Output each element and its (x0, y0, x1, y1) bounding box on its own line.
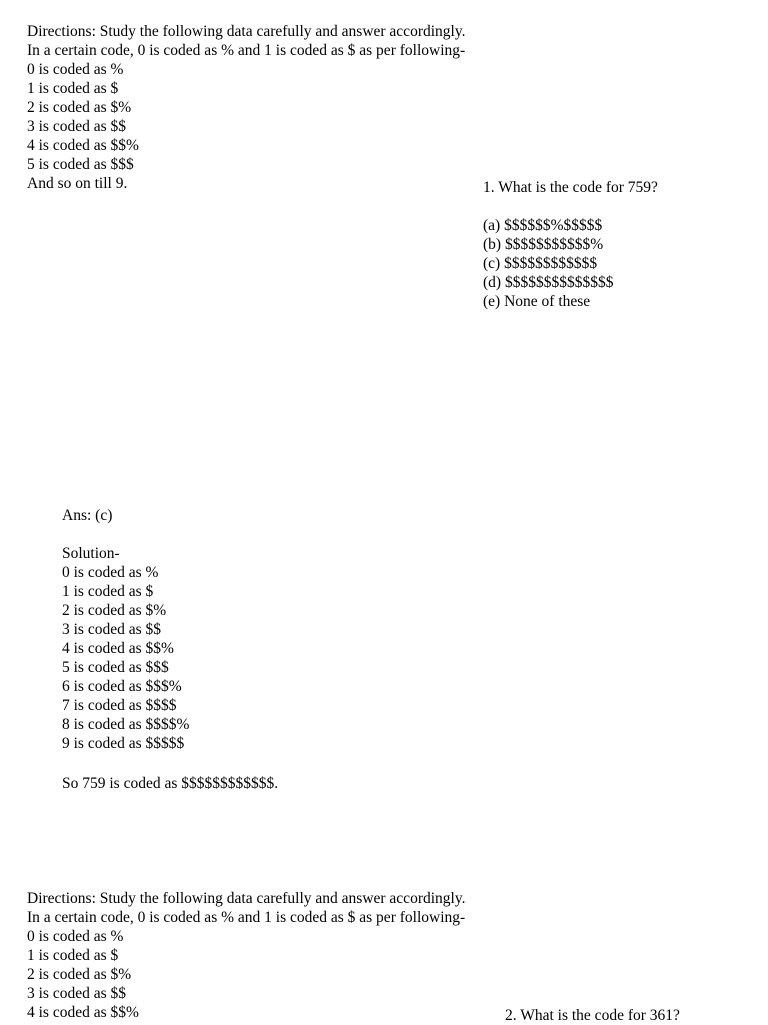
code-rule: 2 is coded as $% (27, 966, 132, 983)
solution-rule: 6 is coded as $$$% (62, 678, 182, 695)
answer-label: Ans: (c) (62, 507, 113, 524)
code-rule: 4 is coded as $$% (27, 137, 139, 154)
code-rule: 1 is coded as $ (27, 947, 119, 964)
solution-rule: 4 is coded as $$% (62, 640, 174, 657)
directions-block-1 (27, 22, 465, 193)
code-rule: 2 is coded as $% (27, 99, 132, 116)
solution-rule: 9 is coded as $$$$$ (62, 735, 185, 752)
option-e: (e) None of these (483, 293, 591, 310)
solution-block (62, 544, 189, 753)
option-a: (a) $$$$$$%$$$$$ (483, 217, 603, 234)
question-2-text: 2. What is the code for 361? (505, 1007, 680, 1024)
directions-footer: And so on till 9. (27, 175, 128, 192)
code-rule: 3 is coded as $$ (27, 985, 127, 1002)
solution-rule: 2 is coded as $% (62, 602, 167, 619)
solution-rule: 3 is coded as $$ (62, 621, 162, 638)
directions-heading: Directions: Study the following data carefully and answer accordingly. (27, 23, 466, 40)
directions-intro: In a certain code, 0 is coded as % and 1 is coded as $ as per following- (27, 42, 466, 59)
solution-rule: 8 is coded as $$$$% (62, 716, 190, 733)
solution-rule: 1 is coded as $ (62, 583, 154, 600)
directions-heading: Directions: Study the following data carefully and answer accordingly. (27, 890, 466, 907)
option-b: (b) $$$$$$$$$$$% (483, 236, 604, 253)
question-1-options (483, 216, 613, 311)
option-c: (c) $$$$$$$$$$$$ (483, 255, 598, 272)
solution-conclusion: So 759 is coded as $$$$$$$$$$$$. (62, 775, 279, 792)
question-1-text: 1. What is the code for 759? (483, 179, 658, 196)
option-d: (d) $$$$$$$$$$$$$$ (483, 274, 614, 291)
code-rule: 0 is coded as % (27, 928, 124, 945)
code-rule: 0 is coded as % (27, 61, 124, 78)
code-rule: 5 is coded as $$$ (27, 156, 134, 173)
directions-block-2 (27, 889, 465, 1022)
code-rule: 4 is coded as $$% (27, 1004, 139, 1021)
code-rule: 1 is coded as $ (27, 80, 119, 97)
solution-rule: 7 is coded as $$$$ (62, 697, 177, 714)
solution-rule: 0 is coded as % (62, 564, 159, 581)
solution-label: Solution- (62, 545, 120, 562)
solution-rule: 5 is coded as $$$ (62, 659, 169, 676)
directions-intro: In a certain code, 0 is coded as % and 1 is coded as $ as per following- (27, 909, 466, 926)
code-rule: 3 is coded as $$ (27, 118, 127, 135)
